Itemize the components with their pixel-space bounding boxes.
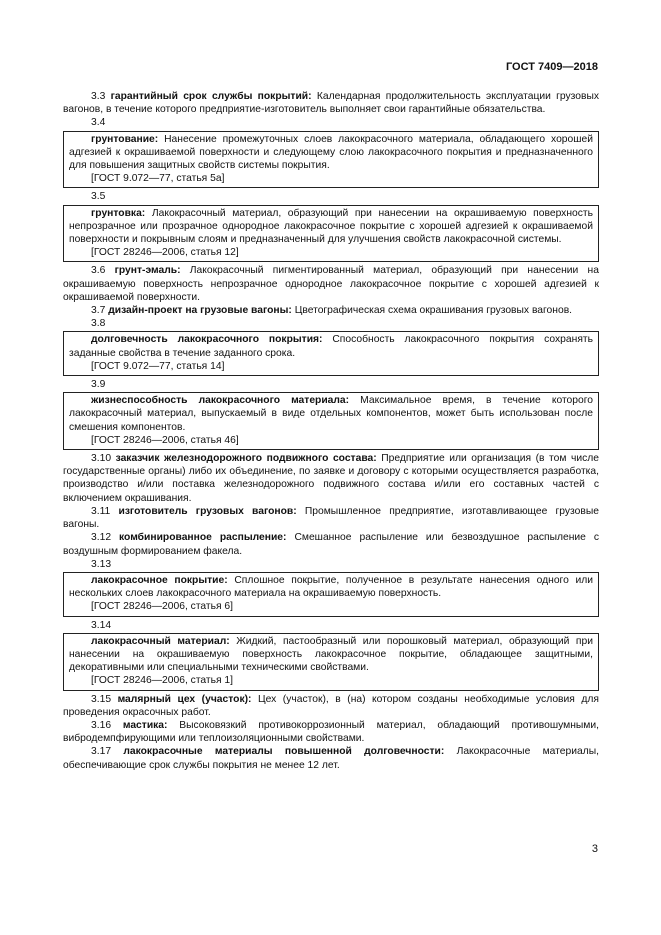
clause-number: 3.4 [91, 117, 106, 129]
clause-number: 3.7 [91, 305, 106, 317]
term: грунтовка: [91, 207, 146, 219]
term: долговечность лакокрасочного покрытия: [91, 334, 323, 346]
term: жизнеспособность лакокрасочного материала: [91, 395, 350, 407]
definition-paragraph [63, 304, 599, 317]
quoted-definition-box [63, 572, 599, 617]
definition-text: Лакокрасочный пигментированный материал, образующий при нанесении на окрашиваемую поверхность непрозрачное однородное лакокрасочное покрытие с хорошей адгезией к окрашиваемой поверхности. [63, 265, 599, 303]
definition-text: Цех (участок), в (на) котором созданы необходимые условия для проведения окрасочных работ. [63, 693, 599, 718]
definition-text: Промышленное предприятие, изготавливающее грузовые вагоны. [63, 505, 599, 531]
quoted-definition-box [63, 392, 599, 450]
definition-paragraph [69, 133, 593, 173]
definition-text: Высоковязкий противокоррозионный материал, обладающий противошумными, вибродемпфирующими или теплоизоляционными свойствами. [63, 719, 599, 745]
definition-paragraph [63, 90, 599, 116]
definition-paragraph [69, 574, 593, 600]
term: грунтование: [91, 133, 159, 145]
quoted-definition-box [63, 131, 599, 189]
source-reference: [ГОСТ 28246—2006, статья 46] [91, 434, 239, 446]
source-reference: [ГОСТ 28246—2006, статья 1] [91, 675, 234, 687]
quoted-definition-box [63, 331, 599, 376]
definition-paragraph [69, 207, 593, 247]
clause-number: 3.16 [91, 719, 112, 731]
definition-text: Сплошное покрытие, полученное в результате нанесения одного или нескольких слоев лакокрасочного материала на окрашиваемую поверхность. [69, 574, 593, 600]
quoted-definition-box [63, 633, 599, 691]
term: гарантийный срок службы покрытий: [110, 91, 312, 102]
source-reference: [ГОСТ 9.072—77, статья 5а] [91, 173, 225, 185]
definition-paragraph [69, 333, 593, 359]
definition-text: Лакокрасочные материалы, обеспечивающие срок службы покрытия не менее 12 лет. [63, 746, 599, 771]
term: лакокрасочный материал: [91, 635, 230, 647]
term: лакокрасочные материалы повышенной долговечности: [123, 746, 445, 758]
term: заказчик железнодорожного подвижного состава: [115, 453, 377, 465]
definition-paragraph [63, 719, 599, 745]
definition-paragraph [69, 394, 593, 434]
term: лакокрасочное покрытие: [91, 574, 228, 586]
definition-text: Смешанное распыление или безвоздушное распыление с воздушным формированием факела. [63, 532, 599, 557]
clause-number: 3.15 [91, 693, 112, 705]
clause-number: 3.10 [91, 453, 112, 465]
source-reference: [ГОСТ 9.072—77, статья 14] [91, 360, 225, 372]
clause-number: 3.17 [91, 746, 112, 758]
quoted-definition-box [63, 205, 599, 263]
definition-paragraph [69, 635, 593, 675]
definition-paragraph [63, 264, 599, 304]
term: мастика: [122, 719, 168, 731]
term: малярный цех (участок): [117, 693, 252, 705]
definition-text: Календарная продолжительность эксплуатации грузовых вагонов, в течение которого предприятие-изготовитель выполняет свои гарантийные обязательства. [63, 91, 600, 116]
definition-text: Способность лакокрасочного покрытия сохранять заданные свойства в течение заданного срока. [69, 334, 593, 359]
definitions-list [63, 90, 599, 772]
definition-paragraph [63, 452, 599, 505]
clause-number: 3.6 [91, 265, 106, 277]
clause-number: 3.8 [91, 318, 106, 330]
definition-text: Цветографическая схема окрашивания грузовых вагонов. [294, 305, 573, 317]
definition-text: Нанесение промежуточных слоев лакокрасочного материала, обладающего хорошей адгезией к окрашиваемой поверхности и следующему слою лакокрасочного покрытия и предназначенного для повышения защитных свойств системы покрытия. [69, 133, 593, 172]
definition-text: Лакокрасочный материал, образующий при нанесении на окрашиваемую поверхность непрозрачное или прозрачное однородное лакокрасочное покрытие с хорошей адгезией к окрашиваемой поверхности и покрывным слоям и предназначенный для улучшения свойств лакокрасочной системы. [69, 207, 593, 246]
standard-code-header: ГОСТ 7409—2018 [505, 61, 598, 73]
definition-paragraph [63, 745, 599, 771]
definition-paragraph [63, 531, 599, 557]
term: грунт-эмаль: [114, 265, 181, 277]
clause-number: 3.9 [91, 379, 106, 391]
clause-number: 3.11 [91, 505, 111, 517]
definition-paragraph [63, 505, 599, 531]
definition-text: Максимальное время, в течение которого лакокрасочный материал, выпускаемый в виде отдельных компонентов, может быть использован после смешения компонентов. [69, 395, 593, 433]
clause-number: 3.3 [91, 91, 106, 102]
source-reference: [ГОСТ 28246—2006, статья 12] [91, 247, 239, 259]
definition-text: Предприятие или организация (в том числе государственные органы) либо их объединение, по заявке и договору с которыми осуществляется разработка, производство и/или поставка железнодорожного подвижного состава и/или его составных частей с включением окрашивания. [63, 453, 599, 504]
clause-number: 3.13 [91, 558, 112, 570]
definition-text: Жидкий, пастообразный или порошковый материал, образующий при нанесении на окрашиваемую поверхность лакокрасочное покрытие, обладающее защитными, декоративными или специальными техническими свойствами. [69, 635, 593, 674]
source-reference: [ГОСТ 28246—2006, статья 6] [91, 601, 234, 613]
clause-number: 3.14 [91, 619, 112, 631]
clause-number: 3.5 [91, 191, 106, 203]
term: комбинированное распыление: [119, 532, 287, 544]
term: изготовитель грузовых вагонов: [118, 505, 297, 517]
term: дизайн-проект на грузовые вагоны: [108, 305, 292, 317]
definition-paragraph [63, 693, 599, 719]
page-number: 3 [591, 843, 598, 855]
clause-number: 3.12 [91, 532, 112, 544]
